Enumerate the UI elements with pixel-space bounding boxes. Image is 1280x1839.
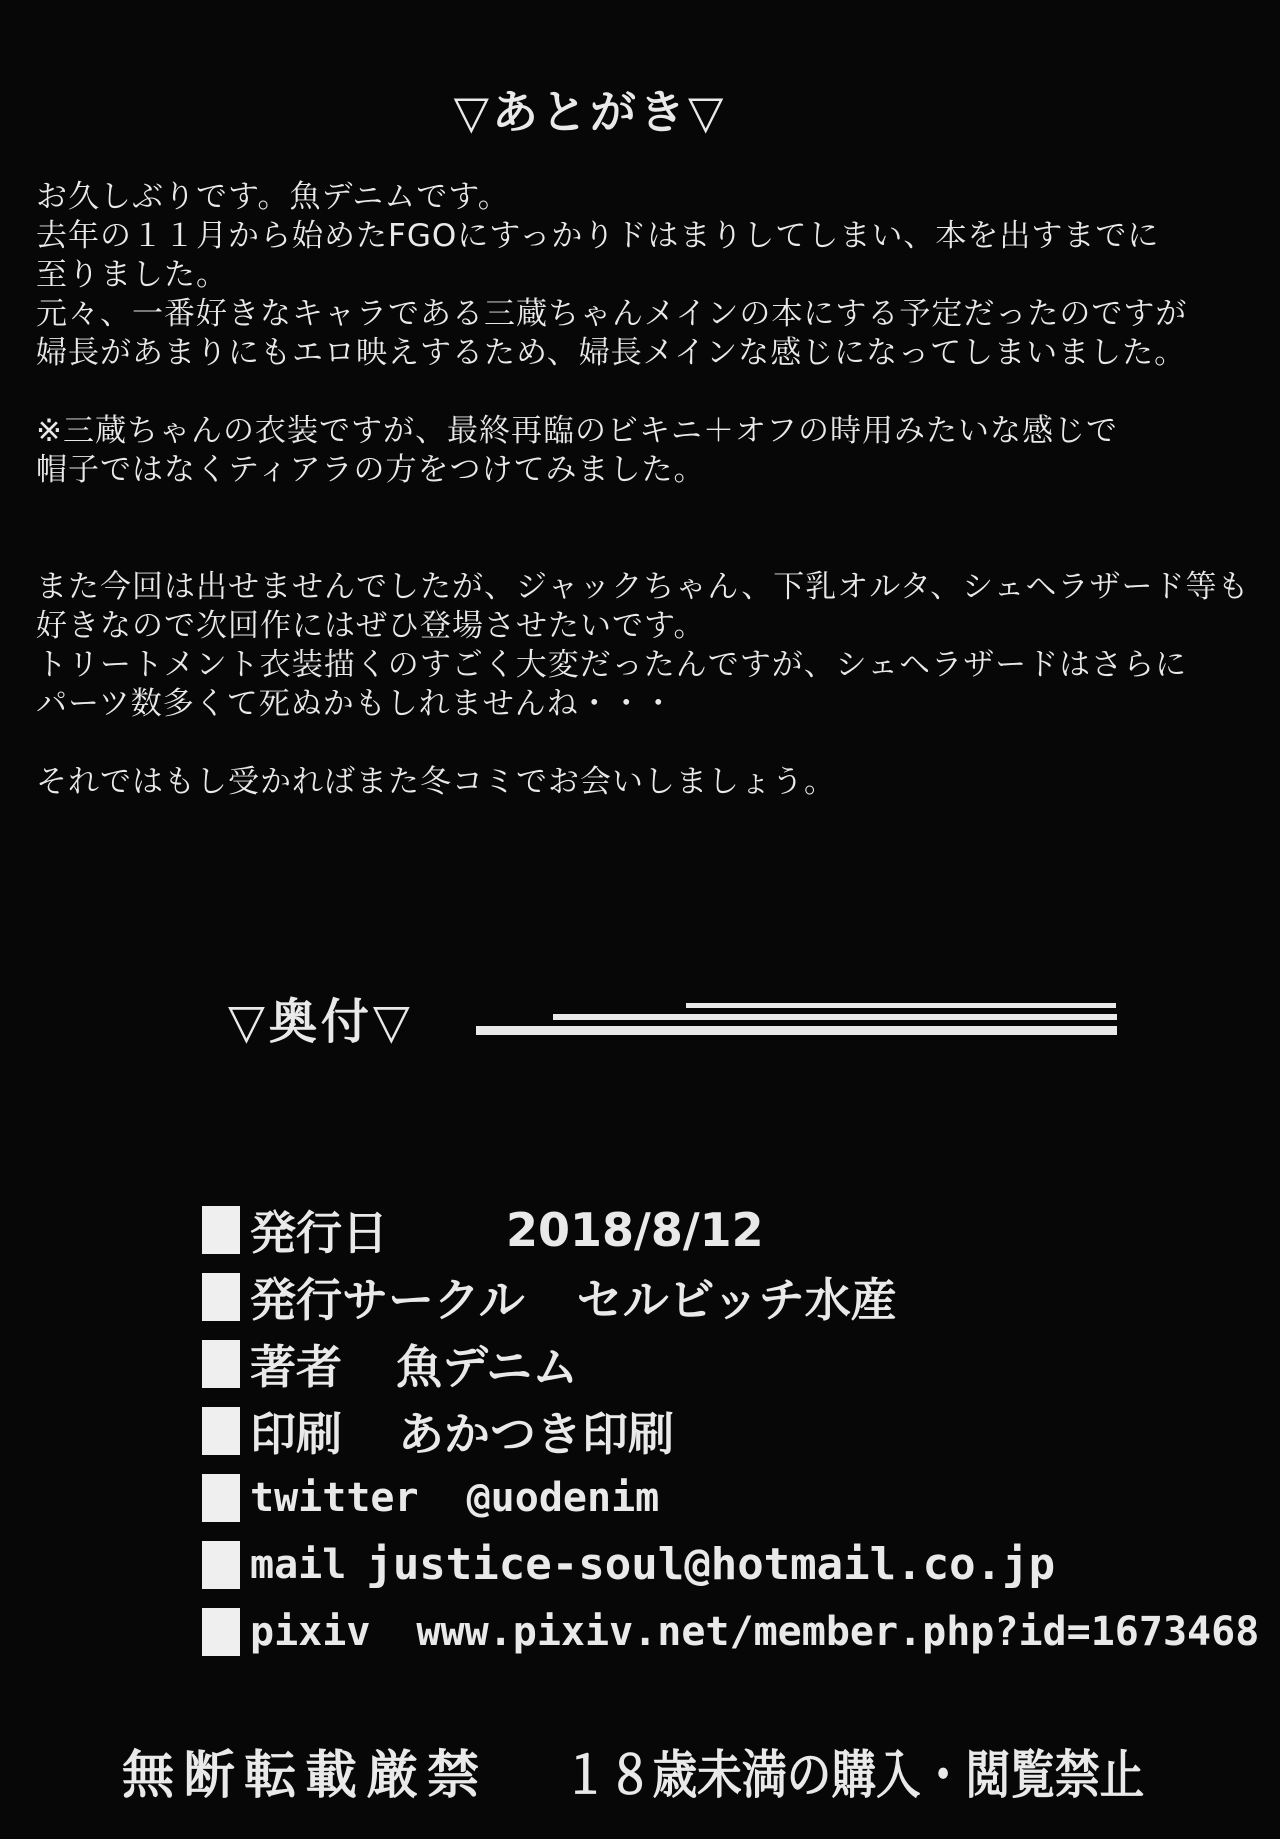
colophon-row-mail (202, 1531, 1259, 1598)
afterword-line (36, 490, 1264, 529)
bullet-square-icon (202, 1206, 240, 1254)
colophon-label: pixiv (250, 1608, 371, 1655)
divider-line-bottom (476, 1026, 1117, 1035)
afterword-line: 去年の１１月から始めたFGOにすっかりドはまりしてしまい、本を出すまでに (36, 218, 1160, 254)
colophon-value: 2018/8/12 (506, 1202, 764, 1257)
afterword-line: トリートメント衣装描くのすごく大変だったんですが、シェヘラザードはさらに (36, 647, 1188, 683)
afterword-line: パーツ数多くて死ぬかもしれませんね・・・ (36, 686, 675, 722)
afterword-title: ▽あとがき▽ (453, 85, 727, 139)
colophon-value: www.pixiv.net/member.php?id=1673468 (416, 1608, 1260, 1655)
bullet-square-icon (202, 1273, 240, 1321)
afterword-line: お久しぶりです。魚デニムです。 (36, 179, 510, 215)
afterword-body (36, 178, 1264, 802)
colophon-label: 発行サークル (250, 1272, 525, 1327)
bullet-square-icon (202, 1340, 240, 1388)
colophon-row-author (202, 1330, 1259, 1397)
bullet-square-icon (202, 1407, 240, 1455)
afterword-line: 帽子ではなくティアラの方をつけてみました。 (36, 452, 706, 488)
colophon-value: 魚デニム (396, 1339, 579, 1394)
colophon-label: mail (250, 1541, 347, 1588)
no-reproduction-warning: 無断転載厳禁 (122, 1746, 489, 1806)
afterword-line: 至りました。 (36, 257, 228, 293)
afterword-line: それではもし受かればまた冬コミでお会いしましょう。 (36, 764, 836, 800)
colophon-value: セルビッチ水産 (576, 1272, 897, 1327)
bullet-square-icon (202, 1474, 240, 1522)
colophon-label: 発行日 (250, 1205, 388, 1260)
afterword-line: ※三蔵ちゃんの衣装ですが、最終再臨のビキニ＋オフの時用みたいな感じで (36, 413, 1119, 449)
afterword-line (36, 529, 1264, 568)
afterword-line: また今回は出せませんでしたが、ジャックちゃん、下乳オルタ、シェヘラザード等も (36, 569, 1250, 605)
colophon-row-pixiv (202, 1598, 1259, 1665)
afterword-line: 元々、一番好きなキャラである三蔵ちゃんメインの本にする予定だったのですが (36, 296, 1188, 332)
colophon-list (202, 1196, 1259, 1665)
colophon-value: あかつき印刷 (398, 1406, 674, 1461)
afterword-line: 婦長があまりにもエロ映えするため、婦長メインな感じになってしまいました。 (36, 335, 1187, 371)
divider-line-top (686, 1003, 1116, 1008)
colophon-row-twitter (202, 1464, 1259, 1531)
colophon-value: @uodenim (466, 1474, 660, 1521)
afterword-line (36, 724, 1264, 763)
age-restriction-warning: １８歳未満の購入・閲覧禁止 (563, 1746, 1145, 1806)
colophon-heading: ▽奥付▽ (228, 994, 414, 1050)
colophon-value: justice-soul@hotmail.co.jp (366, 1539, 1056, 1590)
colophon-row-circle (202, 1263, 1259, 1330)
afterword-line (36, 373, 1264, 412)
colophon-label: twitter (250, 1474, 419, 1521)
bullet-square-icon (202, 1608, 240, 1656)
colophon-label: 印刷 (250, 1406, 342, 1461)
colophon-row-publish-date (202, 1196, 1259, 1263)
afterword-line: 好きなので次回作にはぜひ登場させたいです。 (36, 608, 706, 644)
bullet-square-icon (202, 1541, 240, 1589)
colophon-row-printer (202, 1397, 1259, 1464)
divider-line-middle (553, 1014, 1117, 1020)
colophon-label: 著者 (250, 1339, 342, 1394)
